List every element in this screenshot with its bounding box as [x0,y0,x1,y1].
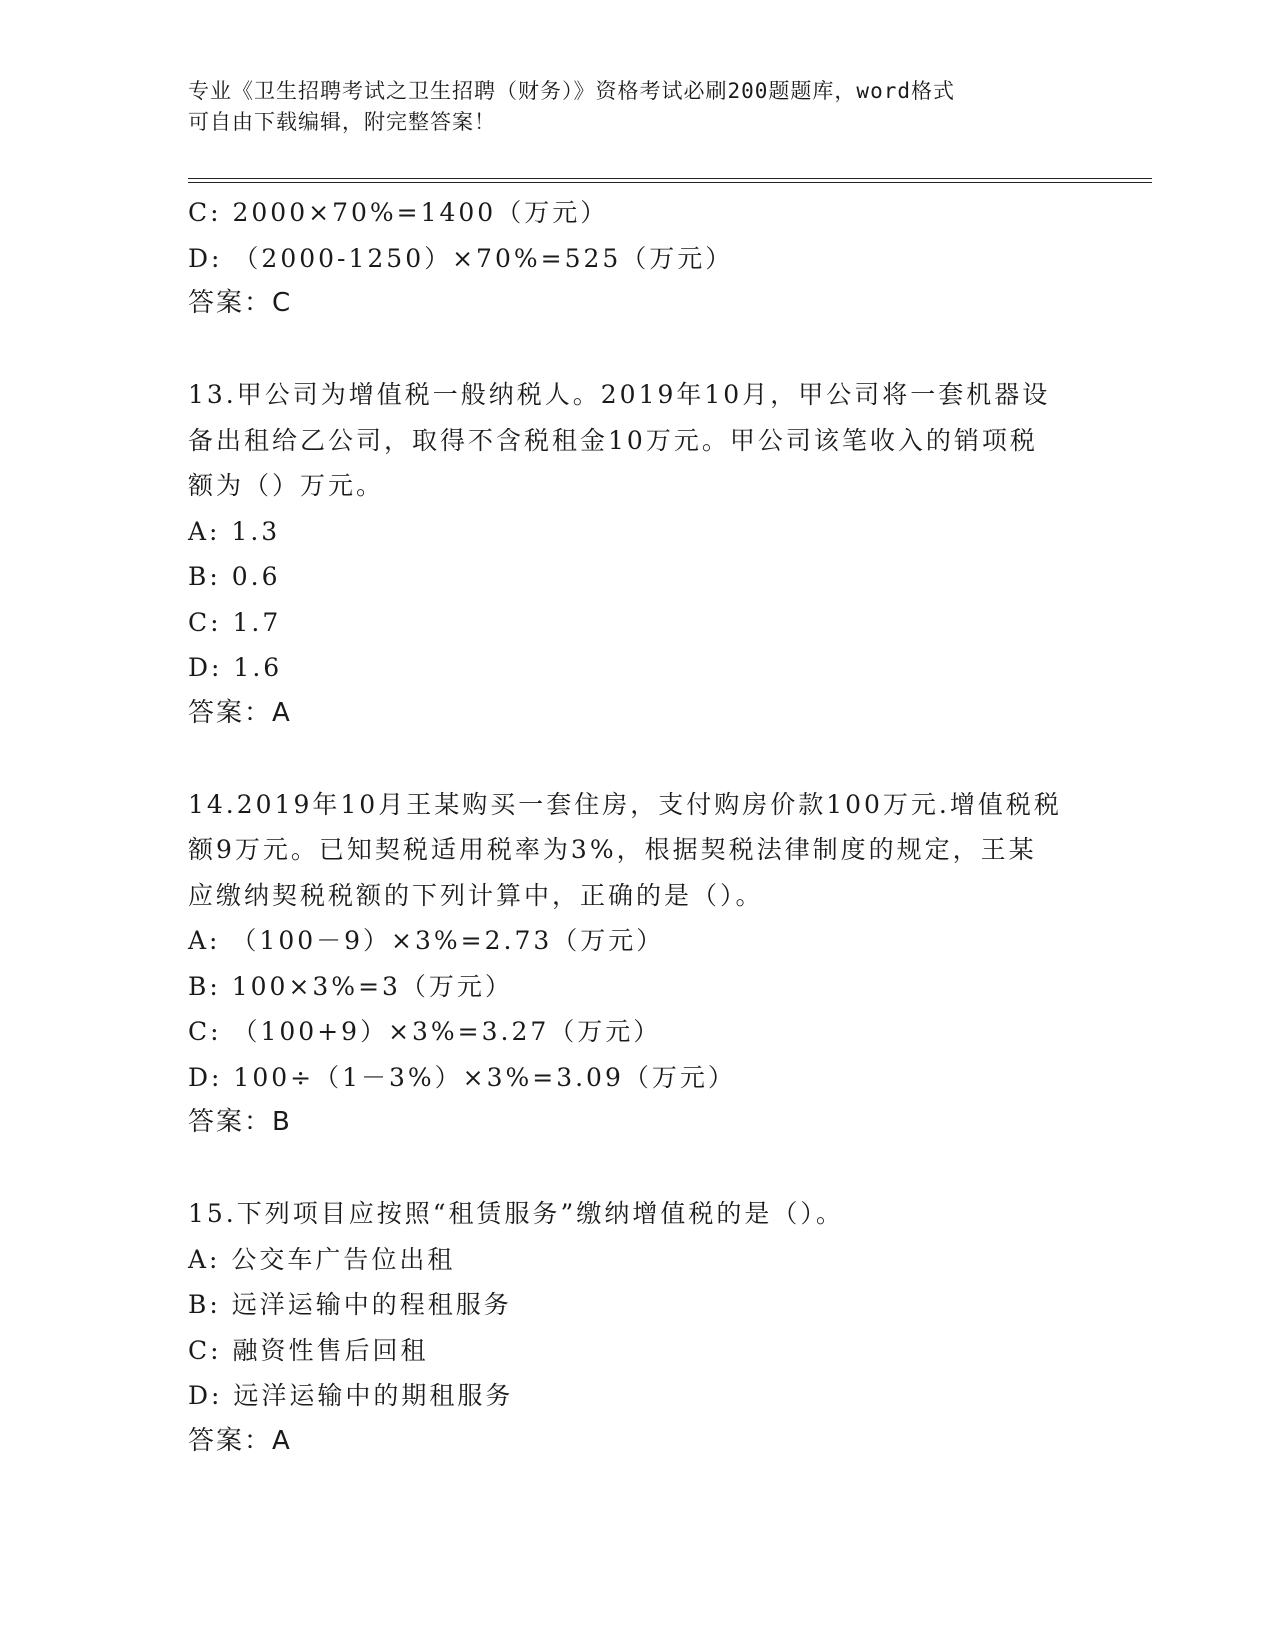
option-d: D: 远洋运输中的期租服务 [188,1381,514,1410]
answer-line: 答案：B [188,1107,292,1137]
option-a: A: （100－9）×3%=2.73（万元） [188,926,665,955]
option-c: C: 1.7 [188,607,282,637]
question-stem: 备出租给乙公司，取得不含税租金10万元。甲公司该笔收入的销项税 [188,425,1038,455]
option-b: B: 远洋运输中的程租服务 [188,1290,512,1319]
option-c: C: 融资性售后回租 [188,1335,429,1365]
question-stem: 额为（）万元。 [188,471,385,500]
question-15 [188,1191,1088,1464]
question-stem: 15.下列项目应按照“租赁服务”缴纳增值税的是（）。 [188,1199,844,1228]
question-list [188,190,1088,1464]
header-line-2: 可自由下载编辑，附完整答案！ [188,110,496,134]
option-a: A: 公交车广告位出租 [188,1244,456,1274]
answer-line: 答案：C [188,288,293,318]
option-b: B: 100×3%=3（万元） [188,971,513,1001]
header-line-1: 专业《卫生招聘考试之卫生招聘（财务）》资格考试必刷200题题库，word格式 [188,79,955,103]
question-stem: 14.2019年10月王某购买一套住房，支付购房价款100万元.增值税税 [188,789,1062,819]
answer-line: 答案：A [188,697,292,728]
document-header [188,76,1088,138]
option-c: C: （100+9）×3%=3.27（万元） [188,1017,662,1046]
question-stem: 额9万元。已知契税适用税率为3%，根据契税法律制度的规定，王某 [188,835,1037,864]
option-a: A: 1.3 [188,516,281,546]
question-stem: 13.甲公司为增值税一般纳税人。2019年10月，甲公司将一套机器设 [188,380,1051,409]
header-divider-top [188,178,1152,179]
question-14 [188,782,1088,1146]
question-stem: 应缴纳契税税额的下列计算中，正确的是（）。 [188,880,764,910]
option-c: C: 2000×70%=1400（万元） [188,198,609,227]
option-d: D: 1.6 [188,653,283,682]
answer-line: 答案：A [188,1425,292,1456]
option-d: D: 100÷（1－3%）×3%=3.09（万元） [188,1062,736,1092]
question-12-tail [188,190,1088,327]
option-b: B: 0.6 [188,562,281,591]
option-d: D: （2000-1250）×70%=525（万元） [188,243,734,273]
header-divider-bottom [188,182,1152,183]
question-13 [188,372,1088,736]
